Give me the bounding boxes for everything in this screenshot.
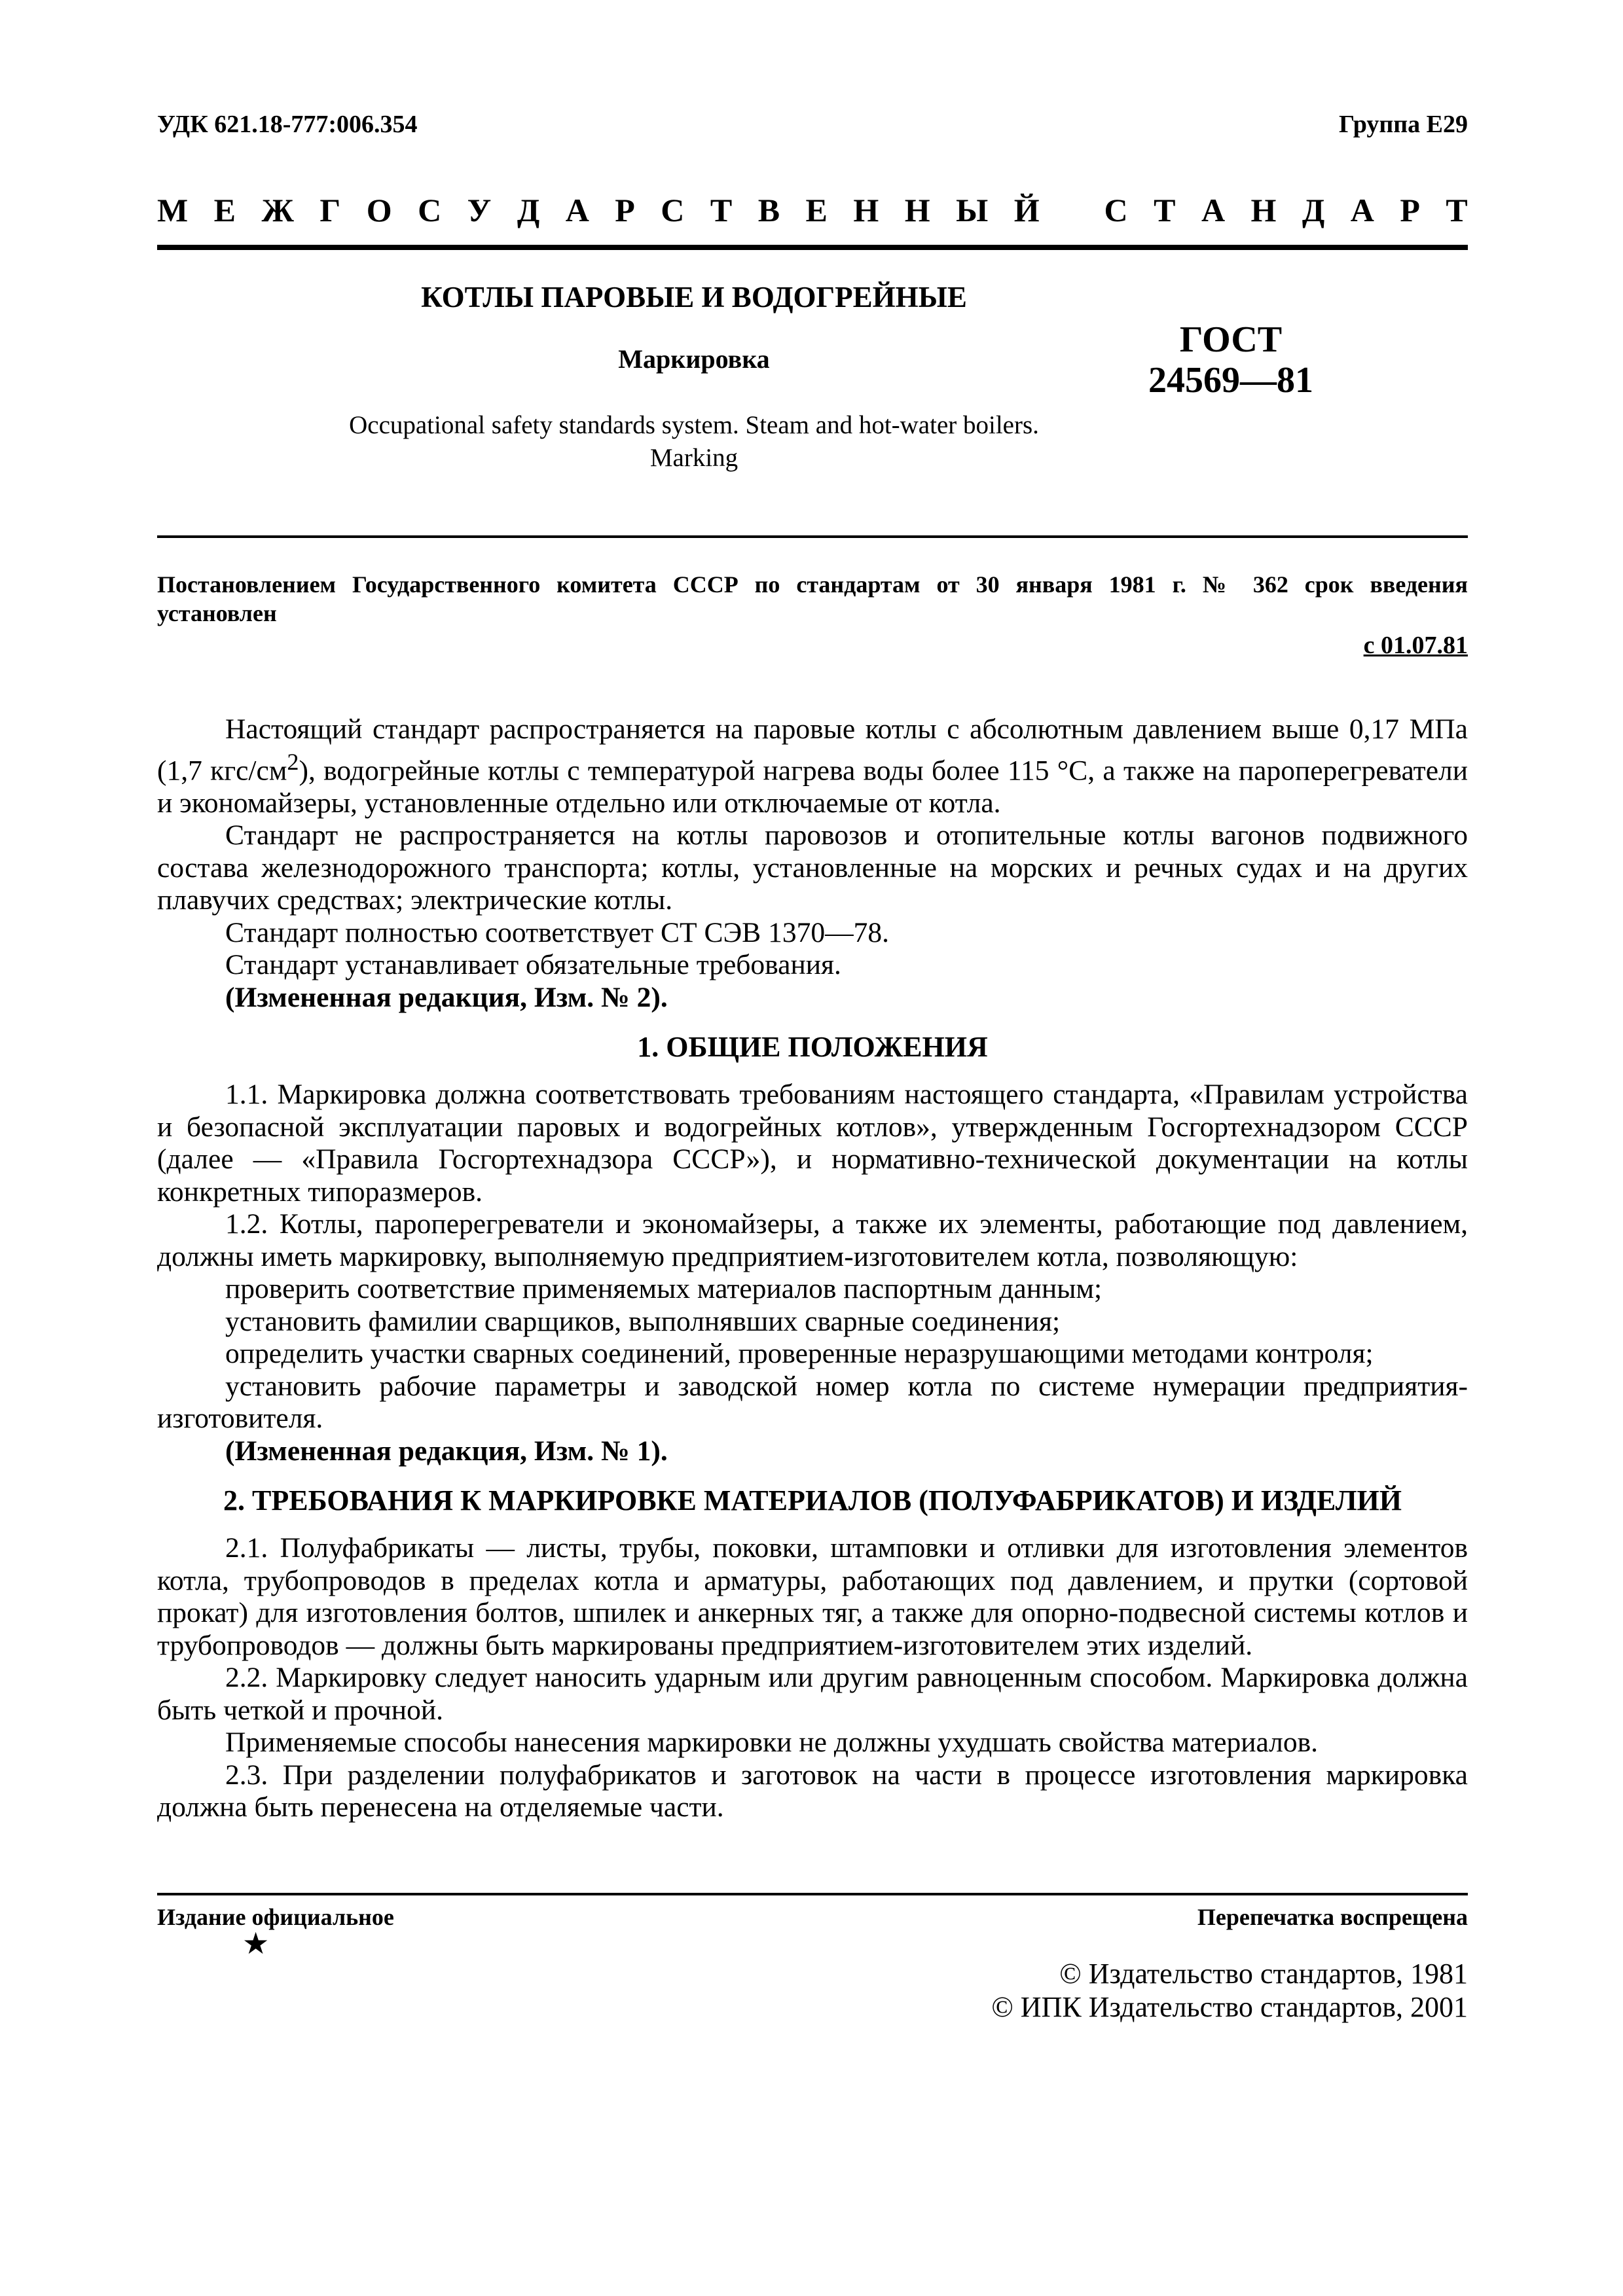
document-body bbox=[157, 713, 1468, 1824]
banner-letter: С bbox=[661, 192, 685, 228]
banner-letter: Н bbox=[853, 192, 879, 228]
title-rule bbox=[157, 535, 1468, 538]
english-title-line-2: Marking bbox=[649, 444, 739, 472]
banner-letter: Р bbox=[615, 192, 635, 228]
intro-paragraph-4: Стандарт устанавливает обязательные требования. bbox=[225, 949, 841, 980]
clause-1-2-item-2: установить фамилии сварщиков, выполнявших сварные соединения; bbox=[225, 1305, 1061, 1337]
interstate-standard-banner bbox=[157, 191, 1468, 229]
banner-letter: А bbox=[1350, 192, 1374, 228]
banner-letter: А bbox=[565, 192, 589, 228]
official-edition: Издание официальное bbox=[157, 1904, 394, 1930]
banner-letter: С bbox=[1104, 192, 1128, 228]
copyright-2001: © ИПК Издательство стандартов, 2001 bbox=[991, 1991, 1468, 2023]
banner-letter: В bbox=[757, 192, 780, 228]
clause-1-2: 1.2. Котлы, пароперегреватели и экономайзеры, а также их элементы, работающие под давлением, должны иметь маркировку, выполняемую предприятием-изготовителем котла, позволяющую: bbox=[157, 1208, 1468, 1272]
copyright-1981: © Издательство стандартов, 1981 bbox=[1059, 1958, 1468, 1990]
banner-letter: Т bbox=[1446, 192, 1468, 228]
banner-letter: Н bbox=[1250, 192, 1277, 228]
banner-letter: Е bbox=[805, 192, 828, 228]
banner-letter: С bbox=[418, 192, 442, 228]
clause-1-1: 1.1. Маркировка должна соответствовать требованиям настоящего стандарта, «Правилам устройства и безопасной эксплуатации паровых и водогрейных котлов», утвержденным Госгортехнадзором СССР (далее — «Правила Госгортехнадзора СССР»), и нормативно-технической документации на котлы конкретных типоразмеров. bbox=[157, 1079, 1468, 1208]
banner-letter: Й bbox=[1013, 192, 1040, 228]
clause-2-3: 2.3. При разделении полуфабрикатов и заготовок на части в процессе изготовления маркировка должна быть перенесена на отделяемые части. bbox=[157, 1759, 1468, 1823]
document-subtitle: Маркировка bbox=[618, 344, 770, 374]
intro-p1-text: Настоящий стандарт распространяется на паровые котлы с абсолютным давлением выше 0,17 МПа (1,7 кгс/см bbox=[157, 713, 1468, 786]
intro-paragraph-3: Стандарт полностью соответствует СТ СЭВ 1370—78. bbox=[225, 916, 889, 948]
section-2-heading: 2. ТРЕБОВАНИЯ К МАРКИРОВКЕ МАТЕРИАЛОВ (ПОЛУФАБРИКАТОВ) И ИЗДЕЛИЙ bbox=[223, 1484, 1402, 1516]
header-rule bbox=[157, 245, 1468, 250]
english-title-line-1: Occupational safety standards system. Steam and hot-water boilers. bbox=[349, 411, 1039, 439]
banner-letter: О bbox=[366, 192, 392, 228]
footer-rule bbox=[157, 1893, 1468, 1895]
clause-2-2: 2.2. Маркировку следует наносить ударным или другим равноценным способом. Маркировка должна быть четкой и прочной. bbox=[157, 1662, 1468, 1726]
clause-1-2-item-4: установить рабочие параметры и заводской номер котла по системе нумерации предприятия-изготовителя. bbox=[157, 1370, 1468, 1434]
intro-p1-text-cont: ), водогрейные котлы с температурой нагрева воды более 115 °С, а также на пароперегреватели и экономайзеры, установленные отдельно или отключаемые от котла. bbox=[157, 755, 1468, 819]
document-title: КОТЛЫ ПАРОВЫЕ И ВОДОГРЕЙНЫЕ bbox=[421, 281, 967, 314]
star-icon: ★ bbox=[242, 1927, 270, 1960]
effective-date: с 01.07.81 bbox=[1363, 632, 1468, 659]
clause-2-2-cont: Применяемые способы нанесения маркировки не должны ухудшать свойства материалов. bbox=[225, 1727, 1319, 1758]
amendment-note-1: (Измененная редакция, Изм. № 1). bbox=[225, 1435, 668, 1467]
decree-line-1: Постановлением Государственного комитета СССР по стандартам от 30 января 1981 г. № 362 срок введения bbox=[157, 571, 1468, 598]
clause-2-1: 2.1. Полуфабрикаты — листы, трубы, поковки, штамповки и отливки для изготовления элементов котла, трубопроводов в пределах котла и арматуры, работающих под давлением, и прутки (сортовой прокат) для изготовления болтов, шпилек и анкерных тяг, а также для опорно-подвесной системы котлов и трубопроводов — должны быть маркированы предприятием-изготовителем этих изделий. bbox=[157, 1532, 1468, 1661]
banner-letter: Т bbox=[1154, 192, 1176, 228]
intro-p1-superscript: 2 bbox=[287, 748, 299, 775]
banner-letter: У bbox=[467, 192, 492, 228]
amendment-note-2: (Измененная редакция, Изм. № 2). bbox=[225, 981, 668, 1013]
banner-letter: М bbox=[157, 192, 189, 228]
section-1-heading: 1. ОБЩИЕ ПОЛОЖЕНИЯ bbox=[637, 1031, 988, 1063]
decree-line-2: установлен bbox=[157, 600, 277, 626]
banner-letter: Е bbox=[213, 192, 236, 228]
banner-letter: Г bbox=[319, 192, 341, 228]
reprint-prohibited: Перепечатка воспрещена bbox=[1197, 1904, 1468, 1930]
english-title bbox=[196, 409, 1192, 475]
banner-letter: Ы bbox=[956, 192, 989, 228]
intro-paragraph-2: Стандарт не распространяется на котлы паровозов и отопительные котлы вагонов подвижного состава железнодорожного транспорта; котлы, установленные на морских и речных судах и на других плавучих средствах; электрические котлы. bbox=[157, 819, 1468, 916]
clause-1-2-item-1: проверить соответствие применяемых материалов паспортным данным; bbox=[225, 1273, 1103, 1304]
banner-letter: Т bbox=[710, 192, 733, 228]
gost-number: 24569—81 bbox=[1148, 360, 1313, 401]
banner-letter: Ж bbox=[261, 192, 294, 228]
banner-letter: Р bbox=[1400, 192, 1420, 228]
banner-letter: Д bbox=[517, 192, 540, 228]
banner-letter: Д bbox=[1302, 192, 1325, 228]
intro-paragraph-1 bbox=[157, 713, 1468, 819]
banner-letter bbox=[1065, 191, 1078, 229]
group-code: Группа Е29 bbox=[1338, 111, 1468, 138]
clause-1-2-item-3: определить участки сварных соединений, проверенные неразрушающими методами контроля; bbox=[225, 1338, 1374, 1369]
gost-designation bbox=[1087, 319, 1375, 401]
banner-letter: А bbox=[1201, 192, 1226, 228]
gost-label: ГОСТ bbox=[1179, 319, 1283, 360]
banner-letter: Н bbox=[904, 192, 930, 228]
udk-code: УДК 621.18-777:006.354 bbox=[157, 111, 418, 138]
